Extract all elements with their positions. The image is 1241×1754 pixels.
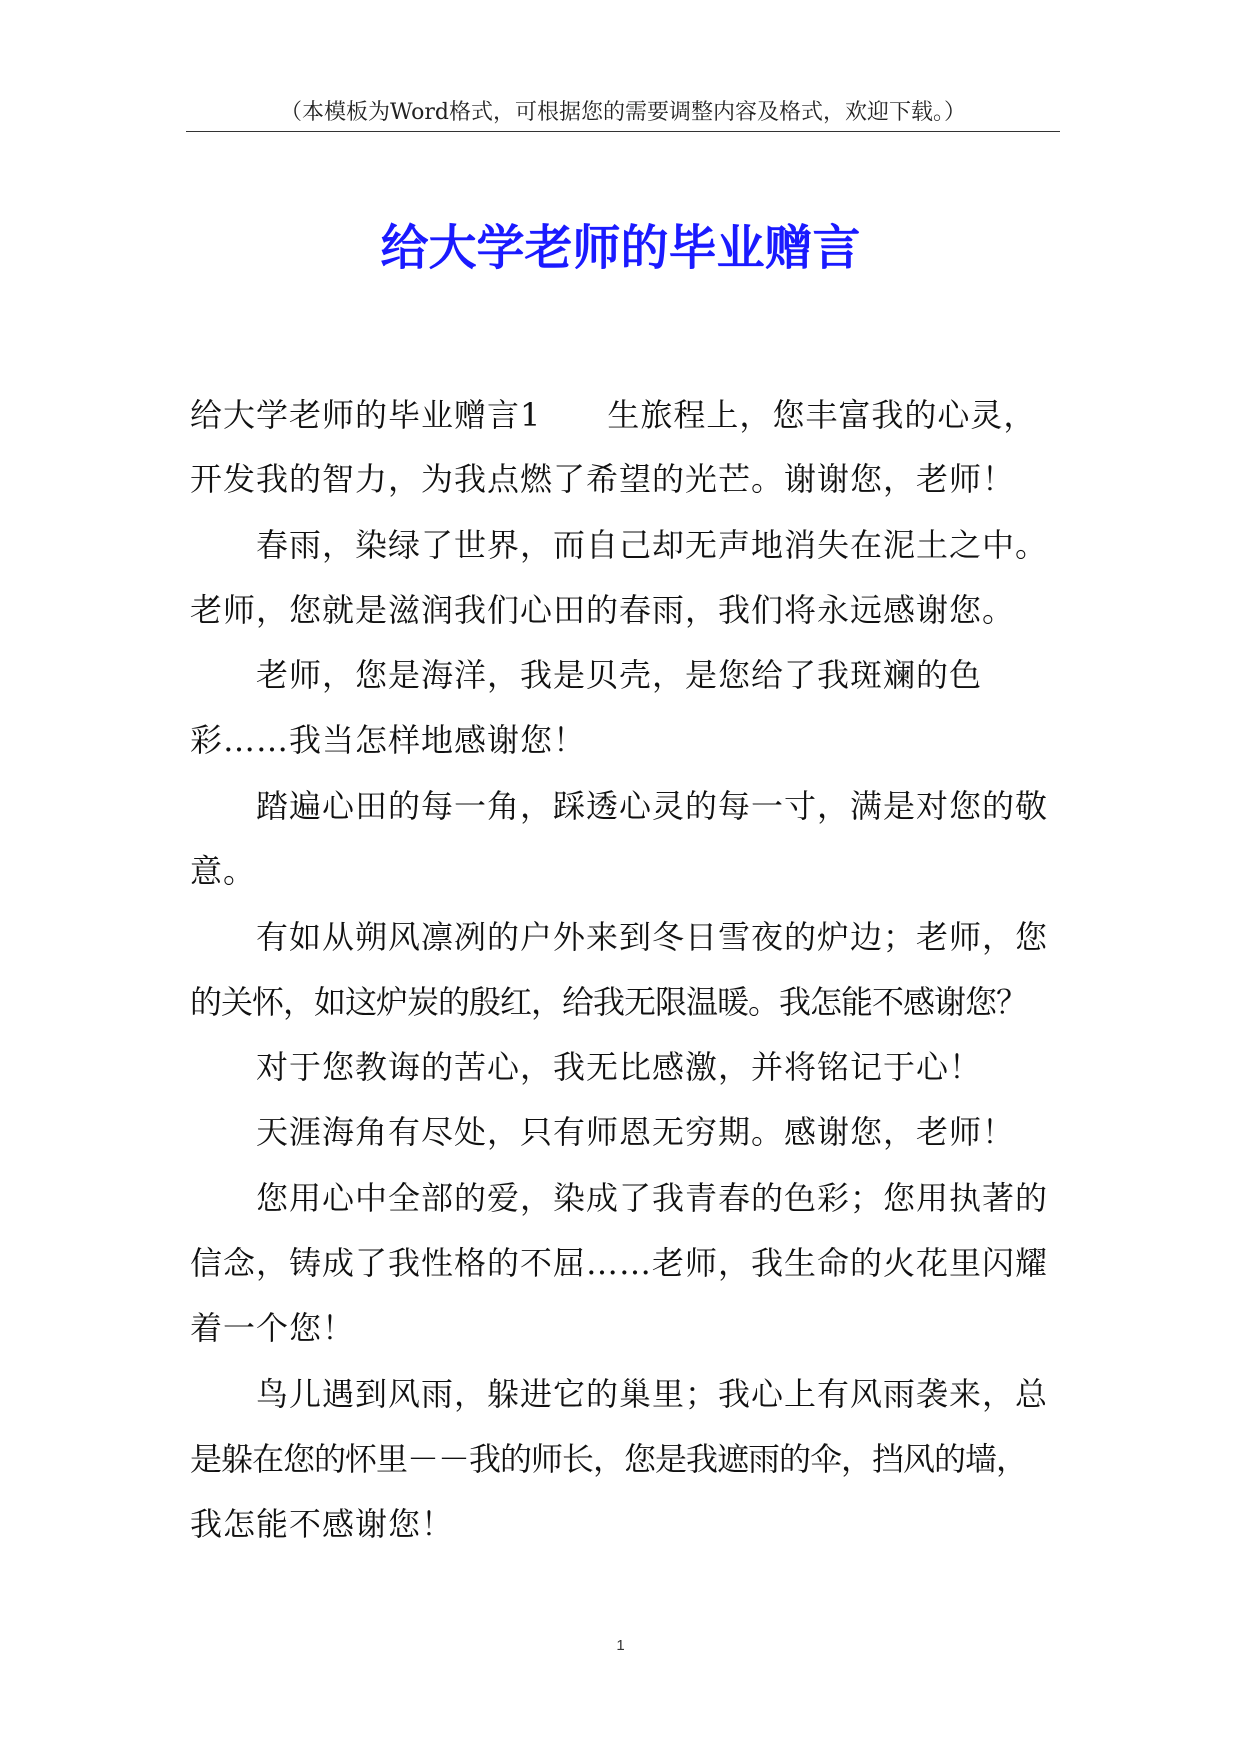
body-line: 天涯海角有尽处，只有师恩无穷期。感谢您，老师！ [256, 1113, 1016, 1151]
body-line: 您用心中全部的爱，染成了我青春的色彩；您用执著的 [256, 1179, 1049, 1217]
body-line: 是躲在您的怀里－－我的师长，您是我遮雨的伞，挡风的墙， [190, 1440, 1028, 1478]
body-line: 意。 [190, 852, 257, 890]
page-number: 1 [616, 1637, 625, 1654]
body-line: 老师，您是海洋，我是贝壳，是您给了我斑斓的色 [256, 656, 983, 694]
header-rule [186, 131, 1060, 132]
body-line: 着一个您！ [190, 1309, 356, 1347]
body-line: 给大学老师的毕业赠言1 生旅程上，您丰富我的心灵， [190, 396, 1037, 434]
body-line: 的关怀，如这炉炭的殷红，给我无限温暖。我怎能不感谢您？ [190, 983, 1028, 1021]
body-line: 信念，铸成了我性格的不屈……老师，我生命的火花里闪耀 [190, 1244, 1049, 1282]
body-line: 老师，您就是滋润我们心田的春雨，我们将永远感谢您。 [190, 591, 1016, 629]
body-line: 开发我的智力，为我点燃了希望的光芒。谢谢您，老师！ [190, 460, 1016, 498]
body-line: 鸟儿遇到风雨，躲进它的巢里；我心上有风雨袭来，总 [256, 1375, 1049, 1413]
header-note: （本模板为Word格式，可根据您的需要调整内容及格式，欢迎下载。） [280, 100, 966, 125]
body-line: 彩……我当怎样地感谢您！ [190, 721, 587, 759]
body-line: 对于您教诲的苦心，我无比感激，并将铭记于心！ [256, 1048, 983, 1086]
body-line: 踏遍心田的每一角，踩透心灵的每一寸，满是对您的敬 [256, 787, 1049, 825]
body-line: 春雨，染绿了世界，而自己却无声地消失在泥土之中。 [256, 526, 1049, 564]
body-line: 有如从朔风凛冽的户外来到冬日雪夜的炉边；老师，您 [256, 918, 1049, 956]
body-line: 我怎能不感谢您！ [190, 1505, 455, 1543]
document-title: 给大学老师的毕业赠言 [380, 220, 861, 276]
